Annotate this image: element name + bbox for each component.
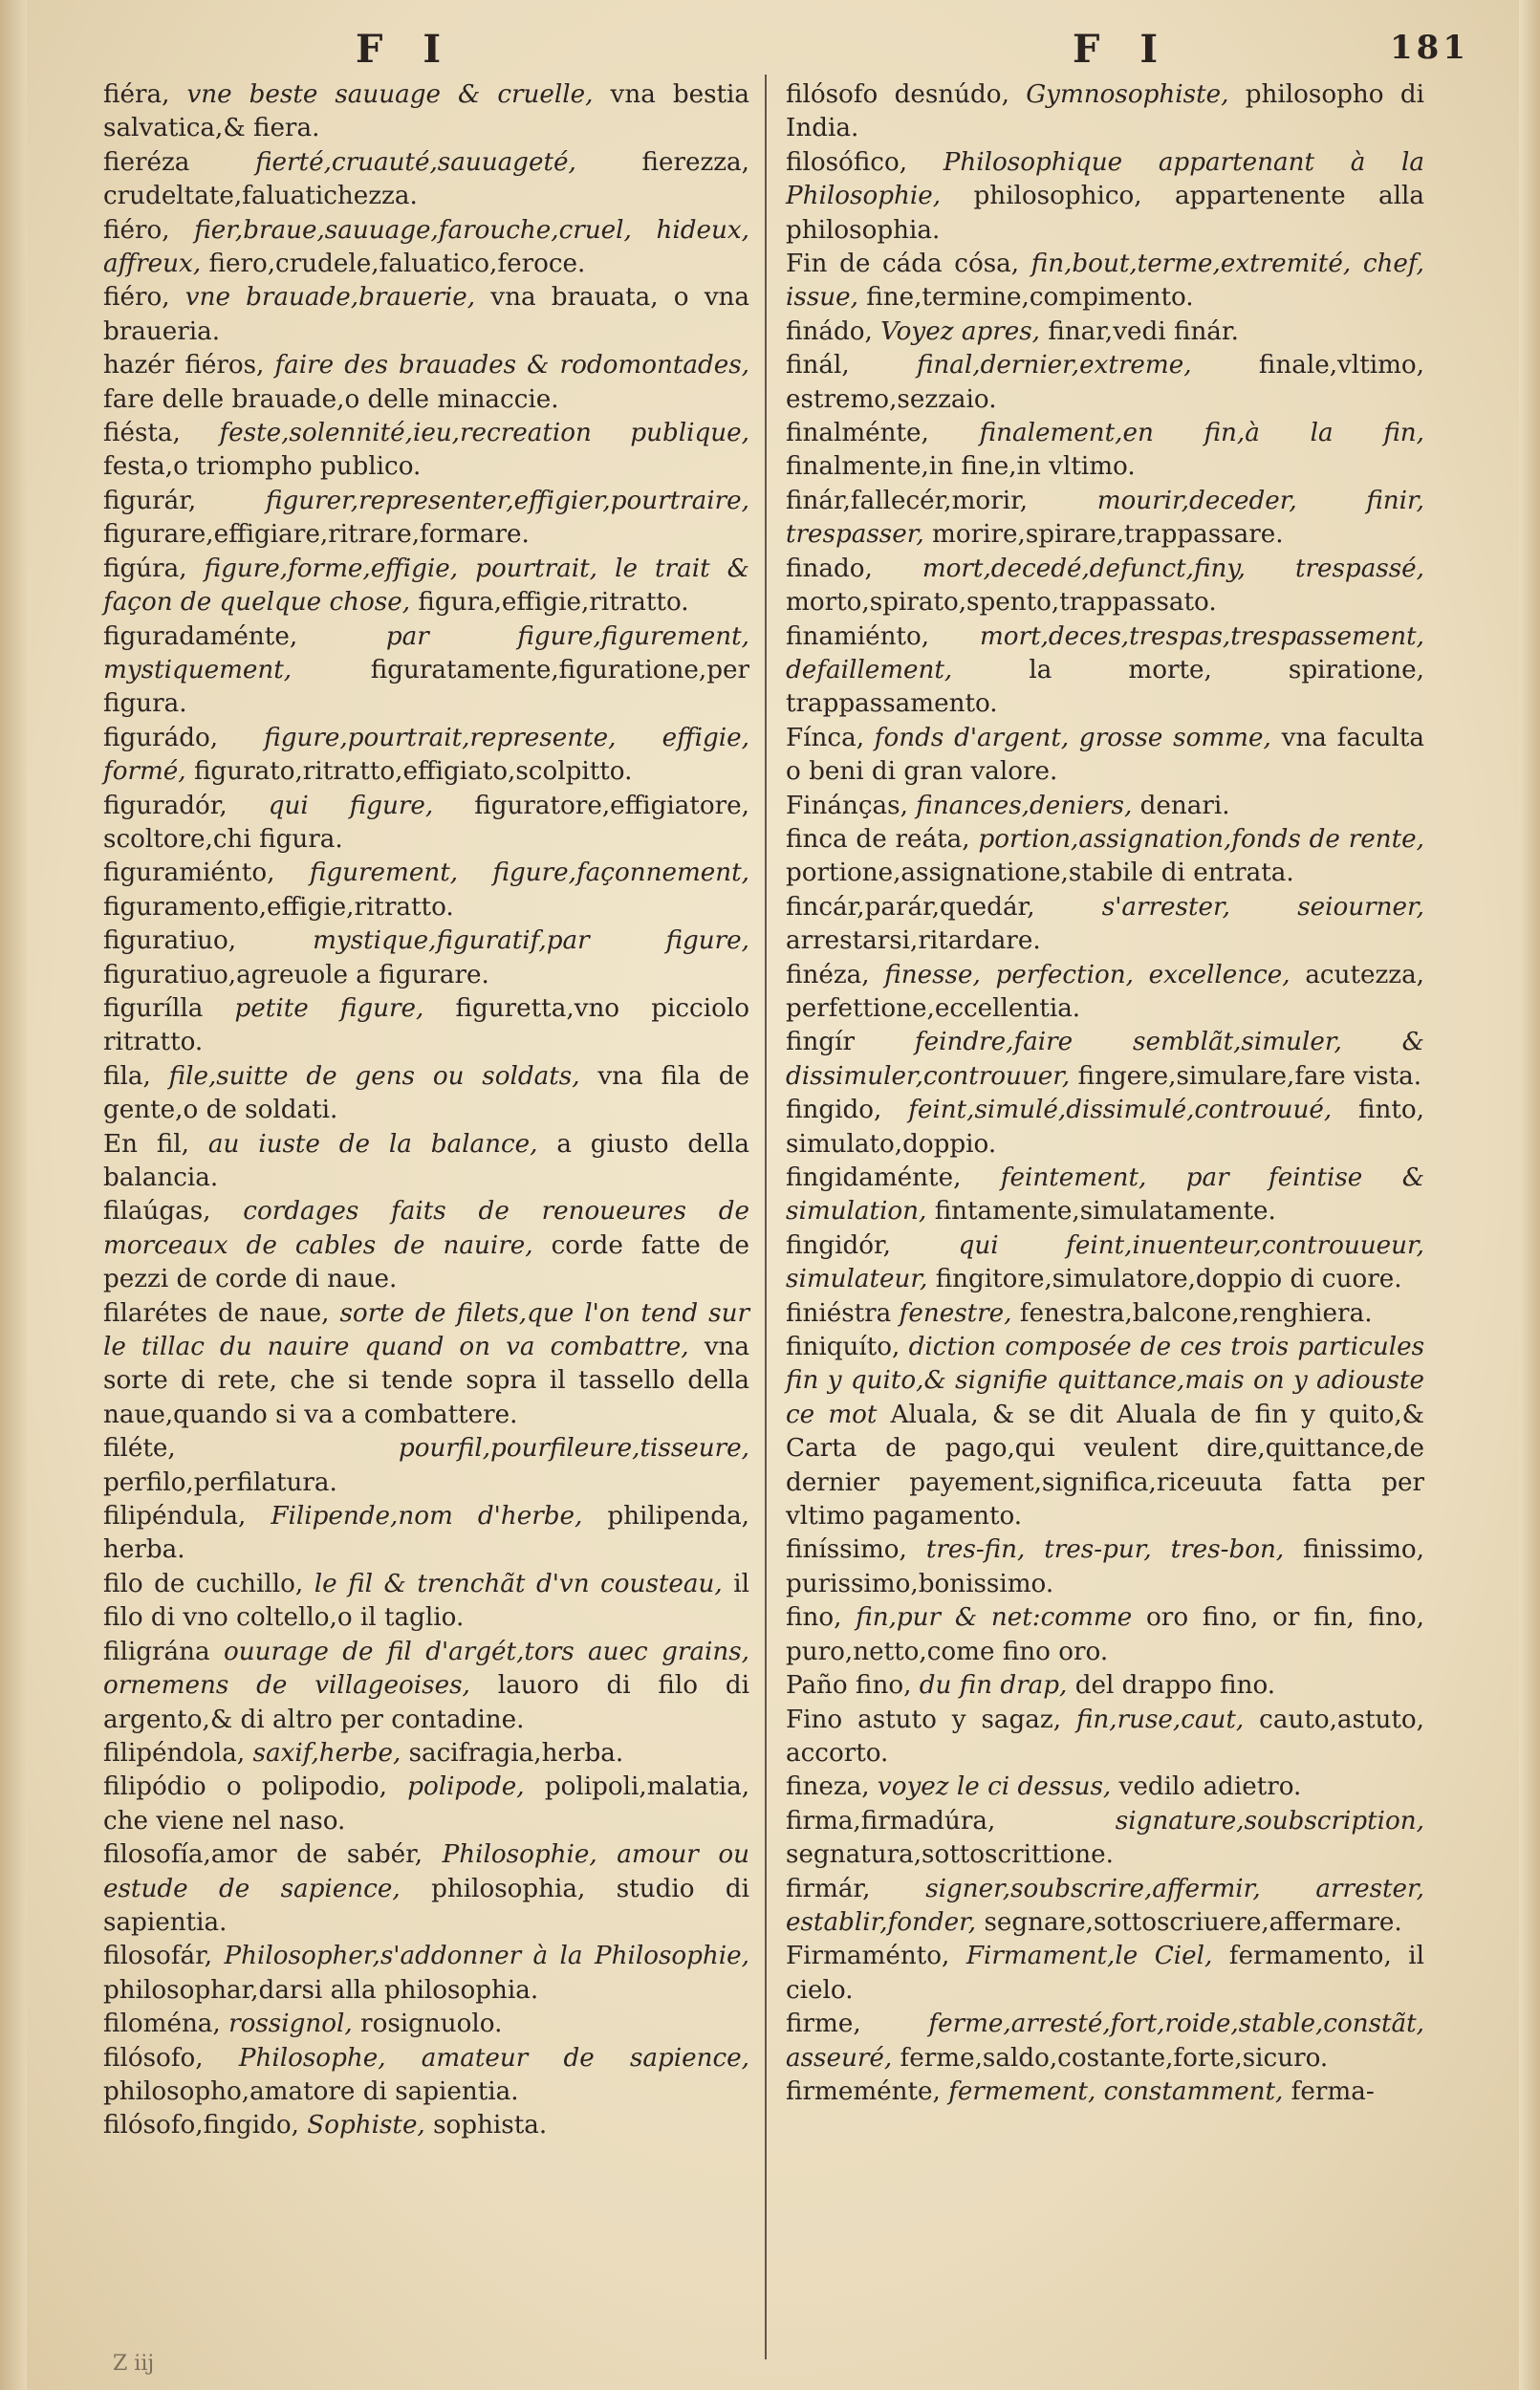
entry-headword: fingír [786, 1028, 855, 1057]
entry-italian: finale,vltimo, estremo,sezzaio. [786, 351, 1425, 414]
entry-french: file,suitte de gens ou soldats, [168, 1061, 580, 1091]
dictionary-entry [786, 891, 1424, 959]
entry-italian: figurato,ritratto,effigiato,scolpitto. [193, 757, 633, 787]
entry-italian: acutezza, perfettione,eccellentia. [786, 960, 1425, 1023]
dictionary-entry [786, 1533, 1424, 1601]
entry-headword: filigrána [103, 1637, 210, 1666]
entry-italian: Aluala, & se dit Aluala de fin y quito,& Carta de pago,qui veulent dire,quittance,de dernier payement,significa,riceuuta fatta per vltimo pagamento. [786, 1400, 1424, 1532]
entry-headword: figuradaménte, [103, 621, 298, 651]
entry-headword: finéza, [786, 960, 870, 989]
page-number: 181 [1390, 29, 1469, 67]
dictionary-entry [103, 349, 749, 417]
entry-french: figure,forme,effigie, pourtrait, le trait & façon de quelque chose, [103, 554, 749, 618]
entry-italian: philosophia, studio di sapientia. [103, 1874, 749, 1937]
entry-french: au iuste de la balance, [207, 1129, 538, 1159]
entry-italian: morto,spirato,spento,trappassato. [786, 588, 1217, 618]
entry-headword: finamiénto, [786, 621, 930, 651]
entry-headword: fieréza [103, 147, 190, 177]
dictionary-entry [103, 1636, 749, 1737]
dictionary-entry [103, 1060, 749, 1128]
entry-italian: denari. [1139, 791, 1230, 820]
dictionary-entry [103, 1128, 749, 1196]
entry-italian: la morte, spiratione, trappassamento. [786, 655, 1424, 719]
dictionary-entry [786, 248, 1424, 315]
entry-french: fonds d'argent, grosse somme, [874, 723, 1271, 752]
entry-italian: perfilo,perfilatura. [103, 1467, 337, 1497]
entry-headword: Fin de cáda cósa, [786, 250, 1020, 279]
entry-italian: fingitore,simulatore,doppio di cuore. [935, 1265, 1402, 1294]
entry-italian: finissimo, purissimo,bonissimo. [786, 1535, 1425, 1598]
dictionary-entry [103, 924, 749, 992]
entry-french: portion,assignation,fonds de rente, [978, 824, 1424, 854]
dictionary-entry [786, 417, 1424, 485]
dictionary-entry [103, 1737, 749, 1771]
entry-italian: figuratore,effigiatore, scoltore,chi figura. [103, 791, 749, 854]
entry-headword: fiéro, [103, 283, 170, 313]
entry-italian: sophista. [433, 2111, 548, 2140]
entry-italian: oro fino, or fin, fino, puro,netto,come fino oro. [786, 1603, 1425, 1666]
dictionary-entry [103, 857, 749, 924]
entry-french: sorte de filets,que l'on tend sur le tillac du nauire quand on va combattre, [103, 1298, 749, 1362]
entry-headword: fincár,parár,quedár, [786, 892, 1035, 922]
entry-italian: philipenda, herba. [103, 1502, 750, 1565]
entry-headword: fiéra, [103, 80, 170, 109]
dictionary-entry [103, 417, 749, 485]
entry-italian: figurare,effigiare,ritrare,formare. [103, 520, 530, 550]
entry-french: mort,decedé,defunct,finy, trespassé, [922, 554, 1425, 583]
dictionary-entry [103, 281, 749, 349]
entry-italian: sacifragia,herba. [408, 1738, 624, 1768]
dictionary-entry [103, 2042, 749, 2110]
entry-italian: rosignuolo. [360, 2010, 503, 2039]
entry-french: qui figure, [268, 791, 434, 820]
entry-headword: filósofo, [103, 2043, 204, 2073]
entry-headword: finár,fallecér,morir, [786, 486, 1029, 515]
entry-french: vne brauade,brauerie, [184, 283, 476, 313]
entry-headword: filosofár, [103, 1942, 213, 1971]
entry-headword: Paño fino, [786, 1671, 912, 1701]
entry-french: rossignol, [228, 2010, 353, 2039]
entry-headword: hazér fiéros, [103, 351, 265, 380]
entry-french: Voyez apres, [880, 316, 1040, 346]
dictionary-entry [786, 1771, 1424, 1804]
entry-french: fierté,cruauté,sauuageté, [255, 147, 576, 177]
entry-headword: figuramiénto, [103, 858, 275, 888]
entry-french: fermement, constamment, [948, 2076, 1284, 2106]
dictionary-entry [786, 1094, 1424, 1162]
dictionary-entry [103, 1838, 749, 1940]
entry-headword: filipódio o polipodio, [103, 1772, 387, 1802]
dictionary-entry [103, 790, 749, 858]
entry-french: Filipende,nom d'herbe, [271, 1502, 583, 1532]
entry-italian: segnare,sottoscriuere,affermare. [984, 1907, 1402, 1937]
entry-italian: fierezza, crudeltate,faluatichezza. [103, 147, 749, 211]
entry-italian: finalmente,in fine,in vltimo. [786, 452, 1136, 482]
entry-french: Gymnosophiste, [1026, 80, 1229, 109]
dictionary-entry [786, 1601, 1424, 1669]
dictionary-entry [786, 78, 1424, 146]
left-column [103, 78, 749, 2143]
entry-headword: Fínca, [786, 723, 865, 752]
entry-italian: il filo di vno coltello,o il taglio. [103, 1569, 749, 1633]
entry-italian: philosophico, appartenente alla philosophia. [786, 182, 1424, 245]
entry-french: ferme,arresté,fort,roide,stable,constãt, asseuré, [786, 2010, 1424, 2073]
entry-italian: polipoli,malatia, che viene nel naso. [103, 1772, 750, 1836]
entry-french: feint,simulé,dissimulé,controuué, [908, 1096, 1333, 1125]
dictionary-entry [103, 1500, 749, 1568]
dictionary-entry [786, 1229, 1424, 1297]
page-right-edge [1519, 0, 1540, 2390]
entry-french: Firmament,le Ciel, [965, 1942, 1213, 1971]
column-rule [765, 75, 767, 2359]
entry-headword: finiquíto, [786, 1333, 900, 1362]
dictionary-entry [103, 620, 749, 722]
entry-headword: figuradór, [103, 791, 228, 820]
entry-french: fin,pur & net:comme [856, 1603, 1133, 1633]
entry-headword: fingidór, [786, 1230, 891, 1260]
entry-italian: figuratiuo,agreuole a figurare. [103, 960, 489, 989]
entry-french: finances,deniers, [916, 791, 1133, 820]
dictionary-entry [103, 1297, 749, 1433]
entry-italian: festa,o triompho publico. [103, 452, 422, 482]
dictionary-entry [786, 1026, 1424, 1094]
entry-headword: filósofo desnúdo, [786, 80, 1009, 109]
entry-italian: vna brauata, o vna braueria. [103, 283, 750, 346]
entry-french: par figure,figurement, mystiquement, [103, 621, 750, 684]
dictionary-entry [786, 722, 1424, 790]
entry-headword: filoména, [103, 2010, 221, 2039]
entry-headword: finca de reáta, [786, 824, 970, 854]
entry-italian: del drappo fino. [1074, 1671, 1276, 1701]
entry-headword: figúra, [103, 554, 187, 583]
dictionary-entry [103, 214, 749, 282]
entry-french: signature,soubscription, [1115, 1806, 1424, 1836]
entry-italian: a giusto della balancia. [103, 1129, 749, 1192]
entry-headword: filosófico, [786, 147, 908, 177]
entry-italian: figuretta,vno picciolo ritratto. [103, 993, 750, 1057]
entry-headword: filarétes de naue, [103, 1298, 330, 1328]
entry-italian: lauoro di filo di argento,& di altro per contadine. [103, 1671, 749, 1734]
entry-french: faire des brauades & rodomontades, [274, 351, 749, 380]
entry-french: le fil & trenchãt d'vn cousteau, [314, 1569, 723, 1598]
dictionary-entry [786, 790, 1424, 823]
dictionary-entry [103, 553, 749, 620]
entry-italian: morire,spirare,trappassare. [932, 520, 1284, 550]
entry-italian: fenestra,balcone,renghiera. [1019, 1298, 1373, 1328]
entry-italian: finar,vedi finár. [1048, 316, 1239, 346]
entry-headword: firma,firmadúra, [786, 1806, 996, 1836]
entry-french: vne beste sauuage & cruelle, [186, 80, 594, 109]
dictionary-entry [786, 553, 1424, 620]
entry-italian: vna fila de gente,o de soldati. [103, 1061, 750, 1125]
dictionary-entry [103, 1940, 749, 2008]
entry-french: Sophiste, [307, 2111, 425, 2140]
dictionary-entry [103, 1568, 749, 1636]
entry-italian: figura,effigie,ritratto. [418, 588, 689, 618]
entry-french: diction composée de ces trois particules fin y quito,& signifie quittance,mais on y adiouste ce mot [786, 1333, 1425, 1429]
dictionary-entry [786, 1297, 1424, 1331]
entry-headword: finádo, [786, 316, 873, 346]
entry-headword: finál, [786, 351, 850, 380]
dictionary-entry [103, 146, 749, 214]
entry-headword: finíssimo, [786, 1535, 907, 1565]
entry-italian: cauto,astuto, accorto. [786, 1705, 1424, 1768]
dictionary-entry [786, 349, 1424, 417]
entry-french: feindre,faire semblãt,simuler, & dissimuler,controuuer, [786, 1028, 1424, 1091]
entry-headword: figuratiuo, [103, 926, 237, 956]
running-head-left: F I [356, 27, 455, 72]
entry-headword: filaúgas, [103, 1197, 211, 1227]
entry-headword: figurádo, [103, 723, 219, 752]
entry-headword: Fino astuto y sagaz, [786, 1705, 1062, 1734]
entry-headword: finado, [786, 554, 873, 583]
entry-italian: corde fatte de pezzi de corde di naue. [103, 1230, 749, 1294]
entry-french: fenestre, [899, 1298, 1012, 1328]
entry-french: mystique,figuratif,par figure, [313, 926, 750, 956]
entry-italian: segnatura,sottoscrittione. [786, 1840, 1114, 1870]
entry-headword: fila, [103, 1061, 151, 1091]
entry-italian: fine,termine,compimento. [866, 283, 1194, 313]
dictionary-entry [103, 992, 749, 1060]
dictionary-entry [786, 2075, 1424, 2109]
dictionary-entry [786, 1704, 1424, 1771]
dictionary-entry [786, 2008, 1424, 2075]
dictionary-entry [786, 959, 1424, 1027]
dictionary-entry [786, 1162, 1424, 1229]
entry-headword: filipéndula, [103, 1502, 247, 1532]
entry-headword: En fil, [103, 1129, 190, 1159]
page-left-edge [0, 0, 27, 2390]
entry-italian: fermamento, il cielo. [786, 1942, 1425, 2005]
entry-headword: fino, [786, 1603, 842, 1633]
entry-headword: fingidaménte, [786, 1163, 962, 1192]
entry-headword: firmeménte, [786, 2076, 941, 2106]
entry-french: finesse, perfection, excellence, [884, 960, 1291, 989]
entry-french: polipode, [407, 1772, 525, 1802]
running-head-right: F I [1073, 27, 1172, 72]
dictionary-entry [103, 1432, 749, 1500]
entry-french: pourfil,pourfileure,tisseure, [398, 1434, 749, 1464]
right-column [786, 78, 1424, 2109]
dictionary-entry [786, 485, 1424, 553]
entry-italian: portione,assignatione,stabile di entrata. [786, 858, 1294, 888]
dictionary-entry [103, 722, 749, 790]
entry-headword: filo de cuchillo, [103, 1569, 304, 1598]
entry-french: saxif,herbe, [252, 1738, 401, 1768]
entry-headword: figurár, [103, 486, 197, 515]
entry-french: final,dernier,extreme, [916, 351, 1192, 380]
entry-french: s'arrester, seiourner, [1101, 892, 1425, 922]
entry-french: ouurage de fil d'argét,tors auec grains, ornemens de villageoises, [103, 1637, 749, 1701]
entry-french: Philosopher,s'addonner à la Philosophie, [224, 1942, 749, 1971]
entry-italian: philosophar,darsi alla philosophia. [103, 1975, 539, 2005]
entry-french: voyez le ci dessus, [877, 1772, 1112, 1802]
dictionary-entry [786, 1331, 1424, 1533]
entry-headword: filosofía,amor de sabér, [103, 1840, 423, 1870]
entry-headword: filósofo,fingido, [103, 2111, 299, 2140]
entry-headword: Finánças, [786, 791, 908, 820]
entry-headword: Firmaménto, [786, 1942, 950, 1971]
entry-headword: finalménte, [786, 419, 929, 448]
dictionary-entry [786, 146, 1424, 248]
entry-italian: figuramento,effigie,ritratto. [103, 892, 454, 922]
dictionary-entry [103, 1195, 749, 1296]
entry-italian: philosopho,amatore di sapientia. [103, 2076, 519, 2106]
dictionary-entry [103, 485, 749, 553]
entry-italian: figuratamente,figuratione,per figura. [103, 655, 749, 719]
entry-french: figurer,representer,effigier,pourtraire, [266, 486, 749, 515]
entry-italian: arrestarsi,ritardare. [786, 926, 1041, 956]
dictionary-entry [786, 315, 1424, 349]
entry-italian: fare delle brauade,o delle minaccie. [103, 384, 559, 414]
entry-french: Philosophique appartenant à la Philosophie, [786, 147, 1425, 211]
dictionary-entry [786, 620, 1424, 722]
dictionary-entry [103, 2109, 749, 2142]
entry-headword: filipéndola, [103, 1738, 246, 1768]
entry-italian: vna bestia salvatica,& fiera. [103, 80, 750, 143]
entry-french: feste,solennité,ieu,recreation publique, [219, 419, 749, 448]
entry-italian: ferme,saldo,costante,forte,sicuro. [900, 2043, 1329, 2073]
signature-mark: Z iij [113, 2352, 155, 2376]
dictionary-entry [786, 823, 1424, 891]
entry-french: figurement, figure,façonnement, [309, 858, 749, 888]
entry-italian: vna sorte di rete, che si tende sopra il tassello della naue,quando si va a combattere. [103, 1333, 749, 1429]
dictionary-entry [786, 1669, 1424, 1703]
entry-french: qui feint,inuenteur,controuueur, simulateur, [786, 1230, 1424, 1294]
dictionary-entry [103, 78, 749, 146]
entry-french: du fin drap, [919, 1671, 1068, 1701]
entry-french: Philosophie, amour ou estude de sapience, [103, 1840, 749, 1903]
entry-french: Philosophe, amateur de sapience, [238, 2043, 750, 2073]
entry-headword: firmár, [786, 1874, 871, 1903]
dictionary-entry [786, 1940, 1424, 2008]
entry-french: fier,braue,sauuage,farouche,cruel, hideux, affreux, [103, 215, 749, 279]
entry-french: fin,bout,terme,extremité, chef, issue, [786, 250, 1424, 313]
entry-headword: fiéro, [103, 215, 170, 245]
entry-french: fin,ruse,caut, [1075, 1705, 1245, 1734]
entry-french: petite figure, [234, 993, 424, 1023]
entry-headword: finiéstra [786, 1298, 892, 1328]
entry-italian: fiero,crudele,faluatico,feroce. [208, 250, 586, 279]
entry-french: mort,deces,trespas,trespassement, defaillement, [786, 621, 1424, 684]
entry-french: signer,soubscrire,affermir, arrester, establir,fonder, [786, 1874, 1424, 1937]
entry-french: feintement, par feintise & simulation, [786, 1163, 1424, 1227]
dictionary-entry [786, 1805, 1424, 1873]
entry-italian: fintamente,simulatamente. [934, 1197, 1276, 1227]
entry-french: tres-fin, tres-pur, tres-bon, [925, 1535, 1285, 1565]
dictionary-entry [103, 1771, 749, 1838]
entry-french: figure,pourtrait,represente, effigie, formé, [103, 723, 749, 787]
entry-french: cordages faits de renoueures de morceaux de cables de nauire, [103, 1197, 750, 1260]
entry-italian: ferma- [1291, 2076, 1375, 2106]
entry-headword: firme, [786, 2010, 861, 2039]
entry-headword: fineza, [786, 1772, 870, 1802]
entry-italian: fingere,simulare,fare vista. [1077, 1061, 1422, 1091]
entry-headword: fiésta, [103, 419, 181, 448]
dictionary-entry [103, 2008, 749, 2041]
entry-headword: figurílla [103, 993, 204, 1023]
entry-headword: filéte, [103, 1434, 176, 1464]
entry-italian: vedilo adietro. [1118, 1772, 1302, 1802]
entry-italian: philosopho di India. [786, 80, 1425, 143]
entry-italian: finto, simulato,doppio. [786, 1096, 1424, 1159]
entry-french: finalement,en fin,à la fin, [979, 419, 1424, 448]
entry-headword: fingido, [786, 1096, 882, 1125]
dictionary-entry [786, 1873, 1424, 1941]
entry-italian: vna faculta o beni di gran valore. [786, 723, 1425, 787]
entry-french: mourir,deceder, finir, trespasser, [786, 486, 1424, 550]
